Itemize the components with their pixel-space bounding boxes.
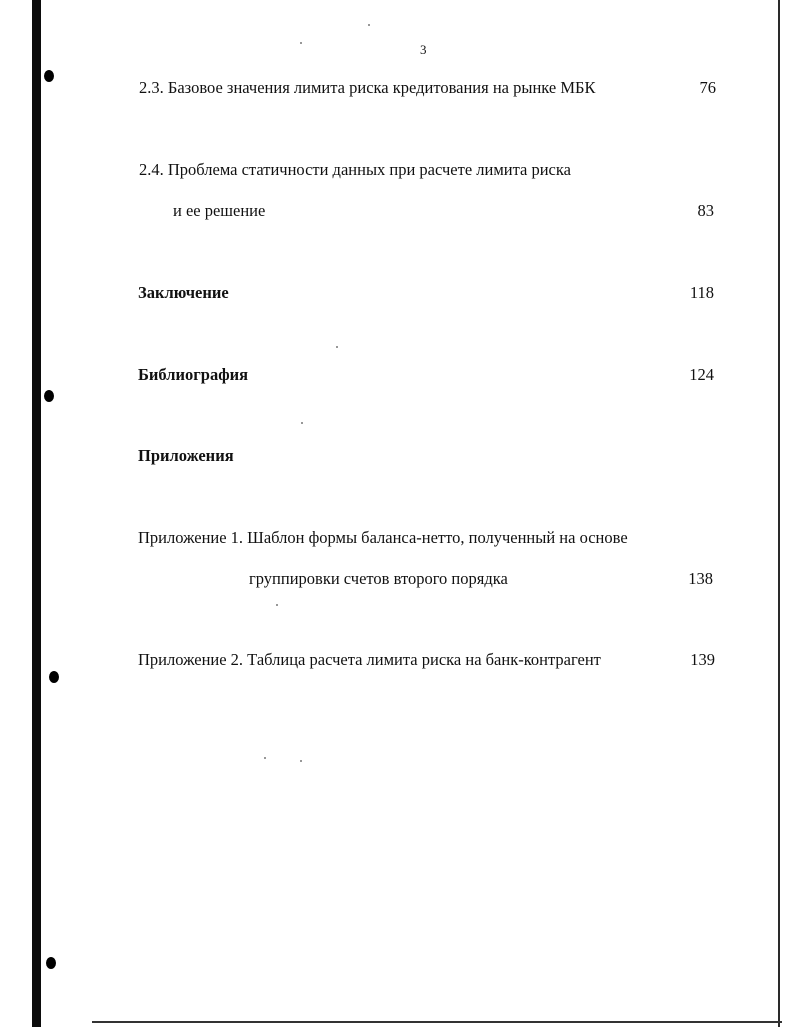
toc-appendices-title: Приложения xyxy=(138,446,234,465)
toc-entry-2-3-page: 76 xyxy=(699,78,716,97)
toc-entry-2-4-title: 2.4. Проблема статичности данных при расчете лимита риска xyxy=(139,160,571,179)
toc-appendix-1-title: Приложение 1. Шаблон формы баланса-нетто, полученный на основе xyxy=(138,528,628,547)
toc-appendix-2-page: 139 xyxy=(690,650,715,669)
scan-speck xyxy=(300,42,302,44)
scan-speck xyxy=(301,422,303,424)
punch-hole-mark xyxy=(44,390,54,402)
scan-speck xyxy=(336,346,338,348)
punch-hole-mark xyxy=(46,957,56,969)
toc-entry-2-4-page: 83 xyxy=(697,201,714,220)
scan-bottom-edge xyxy=(92,1021,782,1023)
toc-appendix-1-page: 138 xyxy=(688,569,713,588)
toc-appendix-1-title-cont: группировки счетов второго порядка xyxy=(249,569,508,588)
punch-hole-mark xyxy=(49,671,59,683)
scan-speck xyxy=(300,760,302,762)
scan-left-border xyxy=(32,0,41,1027)
scan-speck xyxy=(264,757,266,759)
toc-conclusion-page: 118 xyxy=(689,283,714,302)
toc-entry-2-3-title: 2.3. Базовое значения лимита риска кредитования на рынке МБК xyxy=(139,78,596,97)
toc-entry-2-4-title-cont: и ее решение xyxy=(173,201,266,220)
toc-appendix-2-title: Приложение 2. Таблица расчета лимита риска на банк-контрагент xyxy=(138,650,601,669)
scan-speck xyxy=(368,24,370,26)
page-number: 3 xyxy=(420,42,427,57)
toc-bibliography-page: 124 xyxy=(689,365,714,384)
toc-bibliography-title: Библиография xyxy=(138,365,249,384)
scan-speck xyxy=(276,604,278,606)
scan-right-edge xyxy=(778,0,780,1027)
toc-conclusion-title: Заключение xyxy=(138,283,229,302)
punch-hole-mark xyxy=(44,70,54,82)
